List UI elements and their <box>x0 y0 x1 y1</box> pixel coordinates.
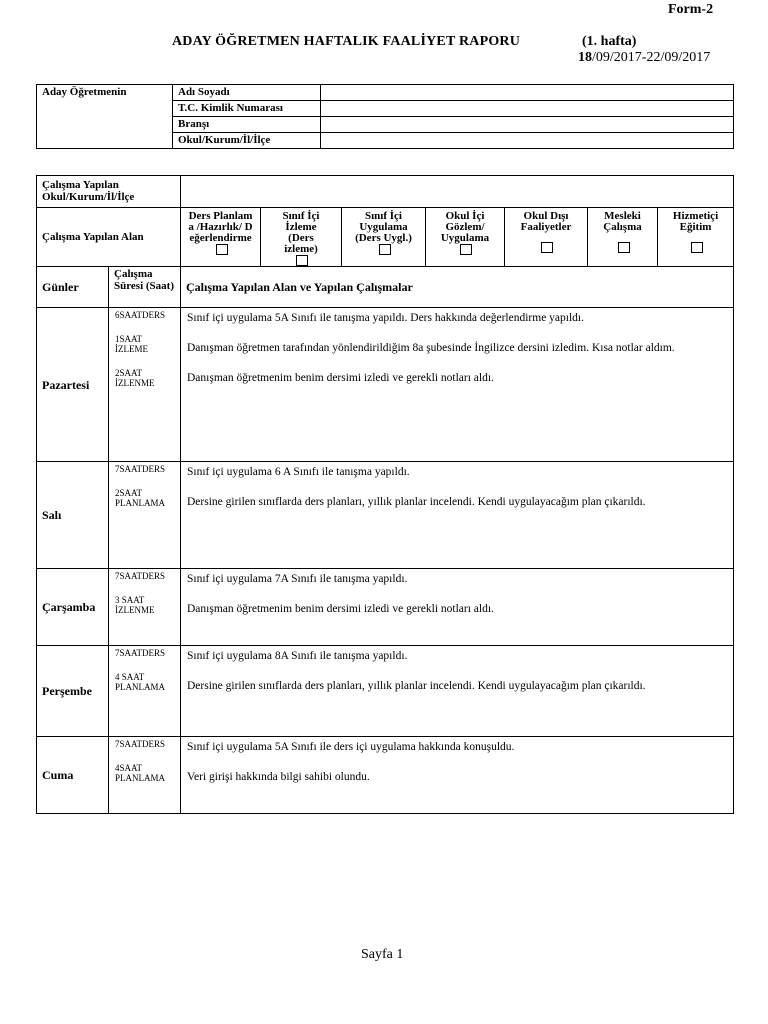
field-label-tc-id: T.C. Kimlik Numarası <box>173 101 321 117</box>
day-hours <box>109 308 181 462</box>
hours-entry: 2SAAT PLANLAMA <box>115 488 166 508</box>
area-school-observation <box>426 208 505 267</box>
table-row <box>37 646 734 737</box>
day-name: Cuma <box>37 737 109 814</box>
week-label: (1. hafta) <box>582 34 637 49</box>
class-practice-checkbox[interactable] <box>379 244 391 255</box>
day-work[interactable] <box>181 646 734 737</box>
day-hours <box>109 646 181 737</box>
candidate-info-table <box>36 84 734 149</box>
field-value-branch[interactable] <box>321 117 734 133</box>
date-rest: /09/2017-22/09/2017 <box>592 50 711 65</box>
activity-table <box>36 175 734 814</box>
field-value-school[interactable] <box>321 133 734 149</box>
hours-entry: 2SAAT İZLENME <box>115 368 155 388</box>
professional-work-checkbox[interactable] <box>618 242 630 253</box>
table-row <box>37 462 734 569</box>
hours-entry: 6SAATDERS <box>115 310 166 320</box>
table-row <box>37 569 734 646</box>
work-entry: Danışman öğretmenim benim dersimi izledi ve gerekli notları aldı. <box>187 372 494 384</box>
day-work[interactable] <box>181 308 734 462</box>
table-row <box>37 308 734 462</box>
day-work[interactable] <box>181 569 734 646</box>
hours-entry: 1SAAT İZLEME <box>115 334 148 354</box>
day-hours <box>109 737 181 814</box>
class-observation-checkbox[interactable] <box>296 255 308 266</box>
area-school-observation-label: Okul İçi Gözlem/ Uygulama <box>440 210 490 244</box>
area-planning <box>181 208 261 267</box>
day-work[interactable] <box>181 737 734 814</box>
work-entry: Danışman öğretmen tarafından yönlendirildiğim 8a şubesinde İngilizce dersini izledim. Kısa notlar aldım. <box>187 342 675 354</box>
school-label: Çalışma Yapılan Okul/Kurum/İl/İlçe <box>37 176 181 208</box>
field-value-name[interactable] <box>321 85 734 101</box>
work-entry: Dersine girilen sınıflarda ders planları, yıllık planlar incelendi. Kendi uygulayacağım plan çıkarıldı. <box>187 496 646 508</box>
area-class-observation-label: Sınıf İçi İzleme (Ders izleme) <box>282 210 320 255</box>
outside-activities-checkbox[interactable] <box>541 242 553 253</box>
field-label-branch: Branşı <box>173 117 321 133</box>
col-hours-header: Çalışma Süresi (Saat) <box>109 267 181 308</box>
area-professional-work <box>588 208 658 267</box>
area-professional-work-label: Mesleki Çalışma <box>603 210 642 233</box>
area-planning-label: Ders Planlama /Hazırlık/ Değerlendirme <box>188 210 253 244</box>
field-label-school: Okul/Kurum/İl/İlçe <box>173 133 321 149</box>
day-hours <box>109 462 181 569</box>
day-work[interactable] <box>181 462 734 569</box>
area-label: Çalışma Yapılan Alan <box>37 208 181 267</box>
col-work-header: Çalışma Yapılan Alan ve Yapılan Çalışmalar <box>181 267 734 308</box>
work-entry: Sınıf içi uygulama 8A Sınıfı ile tanışma yapıldı. <box>187 650 408 662</box>
candidate-group-label: Aday Öğretmenin <box>37 85 173 149</box>
hours-entry: 3 SAAT İZLENME <box>115 595 155 615</box>
school-value[interactable] <box>181 176 734 208</box>
day-name: Perşembe <box>37 646 109 737</box>
area-outside-activities <box>505 208 588 267</box>
area-outside-activities-label: Okul Dışı Faaliyetler <box>520 210 572 233</box>
hours-entry: 7SAATDERS <box>115 571 166 581</box>
date-range <box>578 50 710 66</box>
work-entry: Veri girişi hakkında bilgi sahibi olundu. <box>187 771 370 783</box>
day-name: Salı <box>37 462 109 569</box>
day-name: Çarşamba <box>37 569 109 646</box>
school-observation-checkbox[interactable] <box>460 244 472 255</box>
work-entry: Sınıf içi uygulama 5A Sınıfı ile ders içi uygulama hakkında konuşuldu. <box>187 741 515 753</box>
day-hours <box>109 569 181 646</box>
hours-entry: 7SAATDERS <box>115 739 166 749</box>
hours-entry: 7SAATDERS <box>115 464 166 474</box>
work-entry: Dersine girilen sınıflarda ders planları, yıllık planlar incelendi. Kendi uygulayacağım plan çıkarıldı. <box>187 680 646 692</box>
field-value-tc-id[interactable] <box>321 101 734 117</box>
area-class-practice <box>342 208 426 267</box>
field-label-name: Adı Soyadı <box>173 85 321 101</box>
planning-checkbox[interactable] <box>216 244 228 255</box>
work-entry: Sınıf içi uygulama 6 A Sınıfı ile tanışma yapıldı. <box>187 466 410 478</box>
hours-entry: 4SAAT PLANLAMA <box>115 763 166 783</box>
document-title: ADAY ÖĞRETMEN HAFTALIK FAALİYET RAPORU <box>172 34 521 49</box>
area-inservice-training-label: Hizmetiçi Eğitim <box>672 210 719 233</box>
work-entry: Sınıf içi uygulama 5A Sınıfı ile tanışma yapıldı. Ders hakkında değerlendirme yapıldı. <box>187 312 584 324</box>
area-class-observation <box>261 208 342 267</box>
table-row <box>37 737 734 814</box>
hours-entry: 7SAATDERS <box>115 648 166 658</box>
col-days-header: Günler <box>37 267 109 308</box>
area-class-practice-label: Sınıf İçi Uygulama (Ders Uygl.) <box>355 210 412 244</box>
date-start-day: 18 <box>578 50 592 65</box>
hours-entry: 4 SAAT PLANLAMA <box>115 672 166 692</box>
page-number: Sayfa 1 <box>361 947 404 962</box>
work-entry: Sınıf içi uygulama 7A Sınıfı ile tanışma yapıldı. <box>187 573 408 585</box>
work-entry: Danışman öğretmenim benim dersimi izledi ve gerekli notları aldı. <box>187 603 494 615</box>
form-label: Form-2 <box>668 2 714 17</box>
area-inservice-training <box>658 208 734 267</box>
day-name: Pazartesi <box>37 308 109 462</box>
inservice-training-checkbox[interactable] <box>691 242 703 253</box>
